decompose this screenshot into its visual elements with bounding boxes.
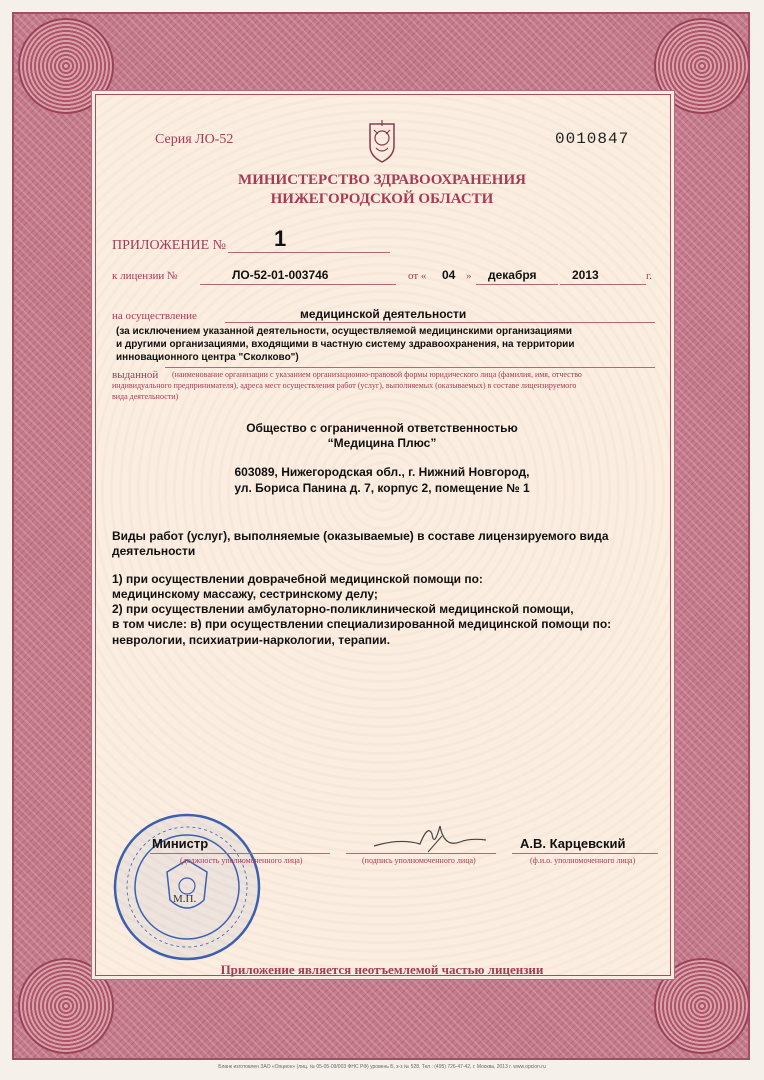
license-day: 04 [442, 268, 456, 282]
license-month-line [476, 284, 558, 285]
license-date-label: от « [408, 270, 427, 282]
appendix-label: ПРИЛОЖЕНИЕ № [112, 238, 226, 253]
works-line4: в том числе: в) при осуществлении специализированной медицинской помощи по: [112, 617, 612, 631]
works-line1: 1) при осуществлении доврачебной медицинской помощи по: [112, 572, 483, 586]
issued-note-line2: индивидуального предпринимателя), адреса мест осуществления работ (услуг), выполняемых (оказываемых) в составе лицензируемого [112, 381, 577, 390]
signature-icon [370, 818, 490, 858]
organization-name-line1: Общество с ограниченной ответственностью [246, 421, 518, 435]
emblem-icon [362, 116, 402, 164]
stamp-mark: М.П. [173, 893, 197, 905]
signatory-position: Министр [152, 836, 209, 851]
license-year-line [560, 284, 646, 285]
issued-note-line1: (наименование организации с указанием организационно-правовой формы юридического лица (фамилия, имя, отчество [172, 370, 582, 379]
series-label: Серия ЛО-52 [155, 132, 234, 147]
license-label: к лицензии № [112, 270, 178, 282]
works-line5: неврологии, психиатрии-наркологии, терапии. [112, 633, 391, 647]
name-caption: (ф.и.о. уполномоченного лица) [530, 856, 636, 865]
activity-value: медицинской деятельности [300, 307, 467, 321]
license-month: декабря [488, 268, 537, 282]
position-caption: (должность уполномоченного лица) [180, 856, 303, 865]
works-heading-line2: деятельности [112, 544, 196, 558]
ministry-title-line1: МИНИСТЕРСТВО ЗДРАВООХРАНЕНИЯ [238, 172, 526, 188]
issued-label: выданной [112, 369, 159, 381]
organization-address-line1: 603089, Нижегородская обл., г. Нижний Новгород, [234, 465, 530, 479]
activity-line [225, 322, 655, 323]
works-line2: медицинскому массажу, сестринскому делу; [112, 587, 378, 601]
activity-exclusion-line1: (за исключением указанной деятельности, осуществляемой медицинскими организациями [116, 326, 573, 337]
name-line [512, 853, 658, 854]
signature-line [346, 853, 496, 854]
issued-line [165, 367, 655, 368]
license-day-close-quote: » [466, 270, 472, 282]
signatory-name: А.В. Карцевский [520, 836, 626, 851]
license-number-line [200, 284, 396, 285]
appendix-number: 1 [274, 226, 287, 251]
form-number: 0010847 [555, 130, 630, 148]
license-number: ЛО-52-01-003746 [232, 268, 329, 282]
works-heading-line1: Виды работ (услуг), выполняемые (оказываемые) в составе лицензируемого вида [112, 529, 609, 543]
signature-caption: (подпись уполномоченного лица) [362, 856, 476, 865]
footer-note: Приложение является неотъемлемой частью лицензии [220, 962, 544, 977]
print-info: Бланк изготовлен ЗАО «Опцион» (лиц. № 05-05-09/003 ФНС РФ) уровень Б, з-з № 528. Тел.: (495) 726-47-42, г. Москва, 2013 г. www.opcion.ru [218, 1064, 546, 1070]
organization-name-line2: “Медицина Плюс” [327, 436, 437, 450]
issued-note-line3: вида деятельности) [112, 392, 179, 401]
works-line3: 2) при осуществлении амбулаторно-поликлинической медицинской помощи, [112, 602, 574, 616]
position-line [150, 853, 330, 854]
activity-exclusion-line3: инновационного центра "Сколково") [116, 352, 299, 363]
official-seal-icon [112, 812, 262, 962]
activity-label: на осуществление [112, 310, 197, 322]
license-year-suffix: г. [646, 270, 653, 282]
license-year: 2013 [572, 268, 599, 282]
appendix-number-line [228, 252, 390, 253]
organization-address-line2: ул. Бориса Панина д. 7, корпус 2, помещение № 1 [234, 481, 530, 495]
ministry-title-line2: НИЖЕГОРОДСКОЙ ОБЛАСТИ [270, 191, 494, 207]
activity-exclusion-line2: и другими организациями, входящими в частную систему здравоохранения, на территории [116, 339, 575, 350]
